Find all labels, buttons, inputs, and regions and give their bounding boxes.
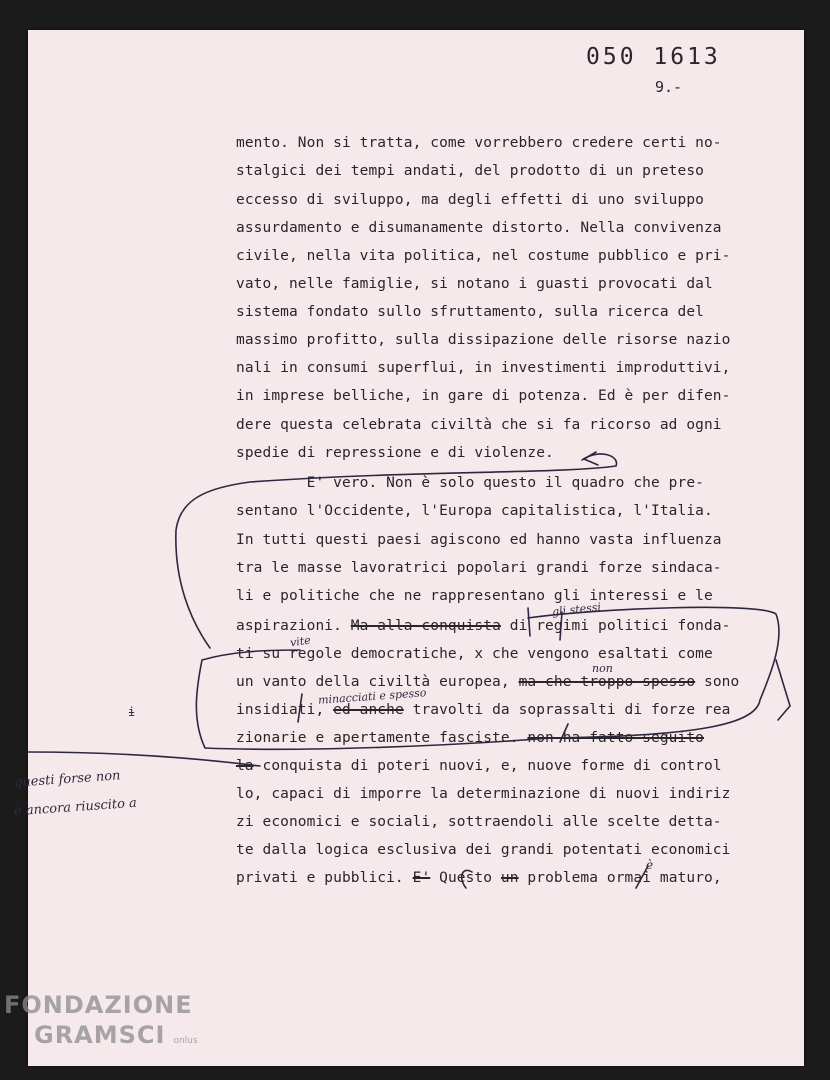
handwritten-insertion: minacciati e spesso bbox=[317, 686, 427, 707]
text-line: sentano l'Occidente, l'Europa capitalistica, l'Italia. bbox=[236, 503, 713, 519]
struck-text: Ma alla conquista bbox=[350, 618, 501, 634]
text-line: mento. Non si tratta, come vorrebbero credere certi no- bbox=[236, 135, 722, 151]
text-line: assurdamento e disumanamente distorto. Nella convivenza bbox=[236, 220, 722, 236]
struck-text: non ha fatto seguito bbox=[527, 730, 704, 746]
page-number: 9.- bbox=[655, 78, 683, 96]
text-line: civile, nella vita politica, nel costume pubblico e pri- bbox=[236, 248, 731, 264]
text-line: tra le masse lavoratrici popolari grandi forze sindaca- bbox=[236, 560, 722, 576]
text-line: la conquista di poteri nuovi, e, nuove forme di control bbox=[236, 758, 722, 774]
text-line: ti su regole democratiche, x che vengono esaltati come bbox=[236, 646, 713, 662]
text-line: insidiati, ed anche travolti da soprassalti di forze rea bbox=[236, 702, 731, 718]
insert-mark bbox=[636, 866, 648, 888]
text-line: zionarie e apertamente fasciste. non ha fatto seguito bbox=[236, 730, 704, 746]
text-line: te dalla logica esclusiva dei grandi potentati economici bbox=[236, 842, 731, 858]
text-line: vato, nelle famiglie, si notano i guasti provocati dal bbox=[236, 276, 713, 292]
struck-text: ed anche bbox=[333, 702, 404, 718]
text-line: spedie di repressione e di violenze. bbox=[236, 445, 554, 461]
encircle-loop bbox=[196, 607, 779, 749]
margin-note: questi forse non bbox=[13, 768, 121, 791]
text-line: li e politiche che ne rappresentano gli interessi e le bbox=[236, 588, 713, 604]
insert-mark bbox=[462, 870, 472, 888]
text-line: zi economici e sociali, sottraendoli alle scelte detta- bbox=[236, 814, 722, 830]
text-line: nali in consumi superflui, in investimenti improduttivi, bbox=[236, 360, 731, 376]
encircle-right bbox=[776, 660, 790, 720]
text-line: In tutti questi paesi agiscono ed hanno vasta influenza bbox=[236, 532, 722, 548]
text-line: sistema fondato sullo sfruttamento, sulla ricerca del bbox=[236, 304, 704, 320]
insert-mark bbox=[298, 694, 302, 722]
struck-text: la bbox=[236, 758, 254, 774]
margin-note: è ancora riuscito a bbox=[13, 795, 138, 820]
text-line: aspirazioni. Ma alla conquista di regimi politici fonda- bbox=[236, 618, 731, 634]
text-line: privati e pubblici. E' Questo un problema ormai maturo, bbox=[236, 870, 722, 886]
text-line: lo, capaci di imporre la determinazione di nuovi indiriz bbox=[236, 786, 731, 802]
struck-text: E' bbox=[412, 870, 431, 886]
text-line: eccesso di sviluppo, ma degli effetti di uno sviluppo bbox=[236, 192, 704, 208]
handwritten-insertion: vite bbox=[289, 633, 312, 650]
text-line: un vanto della civiltà europea, ma che troppo spesso sono bbox=[236, 674, 740, 690]
text-line: E' vero. Non è solo questo il quadro che pre- bbox=[236, 475, 704, 491]
ink-mark: ɨ bbox=[128, 705, 136, 719]
margin-line bbox=[28, 752, 260, 766]
struck-text: ma che troppo spesso bbox=[518, 674, 696, 690]
insert-mark bbox=[528, 608, 530, 636]
arrow-curve bbox=[176, 454, 617, 648]
insert-mark bbox=[560, 724, 568, 742]
text-line: massimo profitto, sulla dissipazione delle risorse nazio bbox=[236, 332, 731, 348]
watermark-logo: FONDAZIONE GRAMSCI onlus bbox=[4, 991, 198, 1049]
handwritten-insertion: non bbox=[592, 662, 613, 675]
text-line: in imprese belliche, in gare di potenza. Ed è per difen- bbox=[236, 388, 731, 404]
handwritten-insertion: gli stessi bbox=[551, 600, 602, 619]
struck-text: un bbox=[500, 870, 519, 886]
handwritten-insertion: è bbox=[646, 858, 654, 872]
text-line: stalgici dei tempi andati, del prodotto di un preteso bbox=[236, 163, 704, 179]
insert-mark bbox=[560, 612, 562, 640]
text-line: dere questa celebrata civiltà che si fa ricorso ad ogni bbox=[236, 417, 722, 433]
archive-number: 050 1613 bbox=[586, 44, 721, 70]
